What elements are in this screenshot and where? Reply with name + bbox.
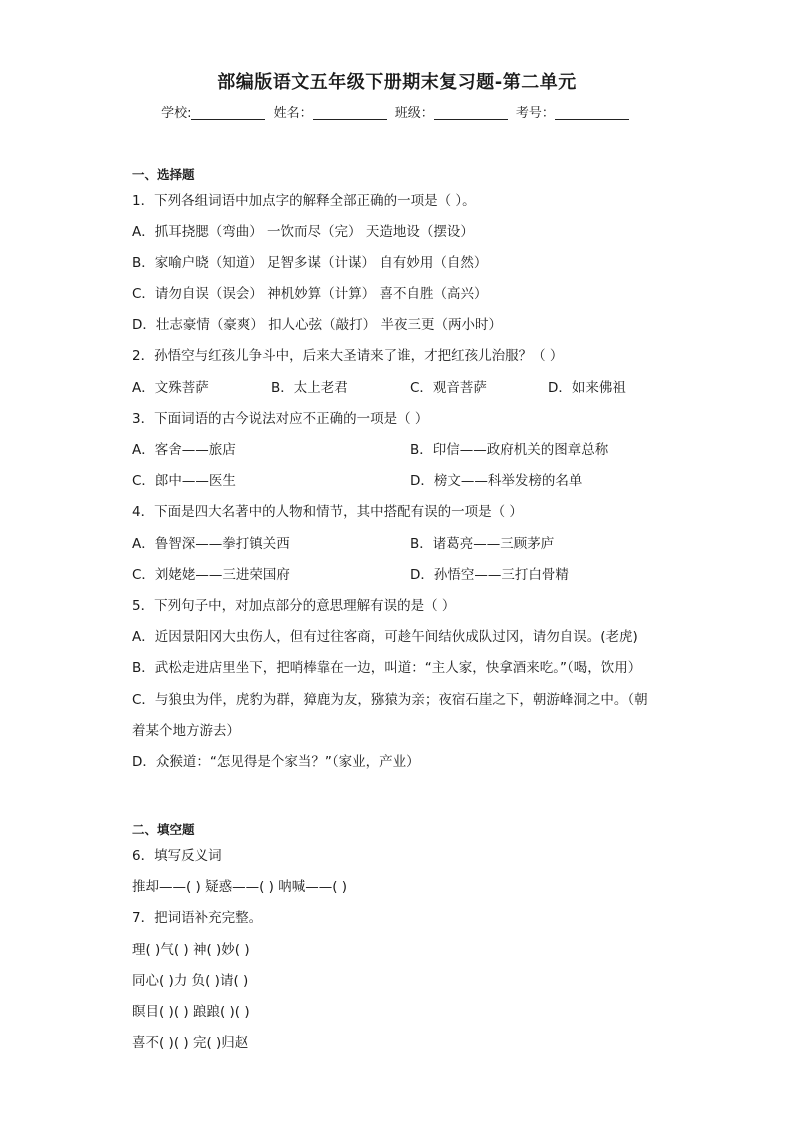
q1-stem: 1．下列各组词语中加点字的解释全部正确的一项是（ ）。 (132, 193, 476, 209)
q5-option-c-continued: 着某个地方游去） (132, 723, 240, 739)
q5-stem: 5．下列句子中，对加点部分的意思理解有误的是（ ） (132, 598, 456, 614)
q1-option-d[interactable]: D．壮志豪情（豪爽） 扣人心弦（敲打） 半夜三更（两小时） (132, 317, 502, 333)
q4-stem: 4．下面是四大名著中的人物和情节，其中搭配有误的一项是（ ） (132, 504, 523, 520)
q3-option-c[interactable]: C．郎中——医生 (132, 473, 236, 489)
q1-option-a[interactable]: A．抓耳挠腮（弯曲） 一饮而尽（完） 天造地设（摆设） (132, 224, 474, 240)
student-info-row (0, 102, 794, 121)
school-label: 学校: (161, 106, 192, 121)
q5-option-a[interactable]: A．近因景阳冈大虫伤人，但有过往客商，可趁午间结伙成队过冈，请勿自误。(老虎) (132, 629, 638, 645)
q4-option-b[interactable]: B．诸葛亮——三顾茅庐 (410, 536, 555, 552)
section-heading-fill: 二、填空题 (132, 822, 195, 837)
q5-option-c[interactable]: C．与狼虫为伴，虎豹为群，獐鹿为友，猕猿为亲；夜宿石崖之下，朝游峰洞之中。（朝 (132, 692, 648, 708)
q2-option-a[interactable]: A．文殊菩萨 (132, 380, 209, 396)
q1-option-b[interactable]: B．家喻户晓（知道） 足智多谋（计谋） 自有妙用（自然） (132, 255, 488, 271)
exam-no-blank[interactable] (555, 105, 629, 120)
q2-stem: 2．孙悟空与红孩儿争斗中，后来大圣请来了谁，才把红孩儿治服？（ ） (132, 348, 564, 364)
q1-option-c[interactable]: C．请勿自误（误会） 神机妙算（计算） 喜不自胜（高兴） (132, 286, 488, 302)
q7-row-4[interactable]: 喜不( )( ) 完( )归赵 (132, 1035, 249, 1051)
q6-stem: 6．填写反义词 (132, 848, 222, 864)
q2-option-d[interactable]: D．如来佛祖 (548, 380, 626, 396)
q4-option-d[interactable]: D．孙悟空——三打白骨精 (410, 567, 569, 583)
q4-option-c[interactable]: C．刘姥姥——三进荣国府 (132, 567, 290, 583)
q5-option-b[interactable]: B．武松走进店里坐下，把哨棒靠在一边，叫道：“主人家，快拿酒来吃。”（喝，饮用） (132, 660, 642, 676)
section-heading-choice: 一、选择题 (132, 167, 195, 182)
exam-no-label: 考号： (515, 106, 555, 121)
class-label: 班级： (394, 106, 434, 121)
q7-stem: 7．把词语补充完整。 (132, 910, 263, 926)
q5-option-d[interactable]: D．众猴道：“怎见得是个家当？”（家业，产业） (132, 754, 420, 770)
page-title: 部编版语文五年级下册期末复习题-第二单元 (217, 72, 577, 93)
q2-option-c[interactable]: C．观音菩萨 (410, 380, 487, 396)
class-blank[interactable] (434, 105, 508, 120)
q7-row-2[interactable]: 同心( )力 负( )请( ) (132, 973, 249, 989)
q3-option-d[interactable]: D．榜文——科举发榜的名单 (410, 473, 583, 489)
q3-option-a[interactable]: A．客舍——旅店 (132, 442, 236, 458)
school-blank[interactable] (191, 105, 265, 120)
q6-answer-line[interactable]: 推却——( ) 疑惑——( ) 呐喊——( ) (132, 879, 348, 895)
name-label: 姓名： (273, 106, 313, 121)
q7-row-1[interactable]: 理( )气( ) 神( )妙( ) (132, 942, 250, 958)
q4-option-a[interactable]: A．鲁智深——拳打镇关西 (132, 536, 290, 552)
q7-row-3[interactable]: 瞑目( )( ) 踉踉( )( ) (132, 1004, 250, 1020)
q2-option-b[interactable]: B．太上老君 (271, 380, 348, 396)
q3-option-b[interactable]: B．印信——政府机关的图章总称 (410, 442, 609, 458)
name-blank[interactable] (313, 105, 387, 120)
q3-stem: 3．下面词语的古今说法对应不正确的一项是（ ） (132, 411, 429, 427)
